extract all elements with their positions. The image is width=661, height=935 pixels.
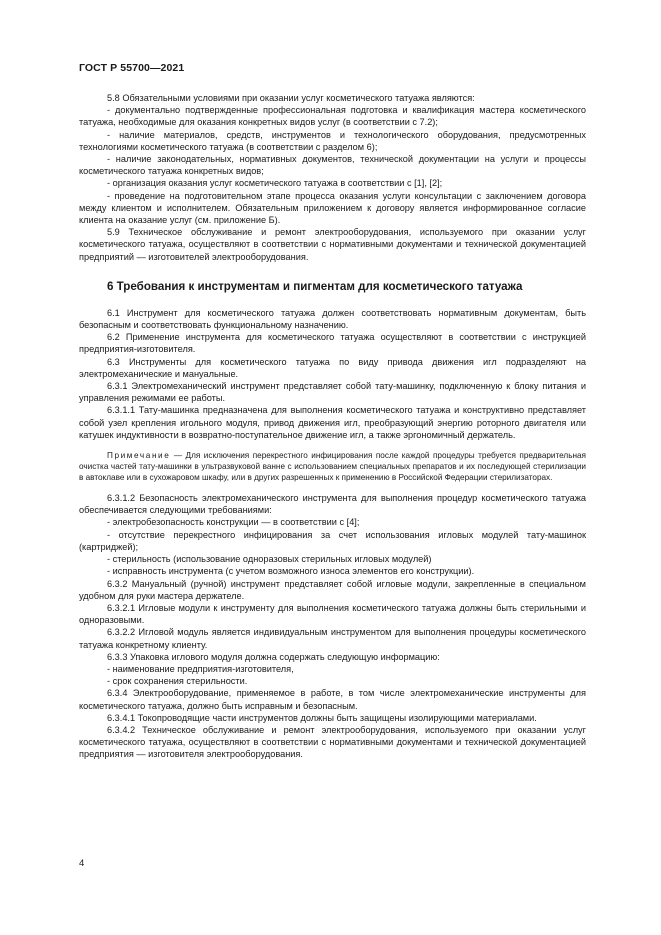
list-item-qualification: - документально подтвержденные профессиональная подготовка и квалификация мастера косметического татуажа, необходимые для оказания конкретных видов услуг (в соответствии с 7.2); [79, 105, 586, 128]
paragraph-6-3-4-2: 6.3.4.2 Техническое обслуживание и ремонт электрооборудования, используемого при оказании услуг косметического татуажа, осуществляют в соответствии с нормативными документами и технической документацией предприятия — изготовителя электрооборудования. [79, 724, 586, 760]
note-text: — Для исключения перекрестного инфицирования после каждой процедуры требуется предварительная очистка частей тату-машинки в ультразвуковой ванне с использованием специальных препаратов и их последующей стерилизации в автоклаве или в сухожаровом шкафу, или в других разрешенных к применению в Российской Федерации стерилизаторах. [79, 451, 586, 483]
list-item-sterility-period: - срок сохранения стерильности. [107, 676, 248, 687]
paragraph-6-3-3: 6.3.3 Упаковка иглового модуля должна содержать следующую информацию: [107, 651, 440, 662]
paragraph-6-3-1: 6.3.1 Электромеханический инструмент представляет собой тату-машинку, подключенную к блоку питания и управления режимами ее работы. [79, 381, 586, 404]
list-item-no-cross-infection: - отсутствие перекрестного инфицирования за счет использования игловых модулей тату-машинок (картриджей); [79, 529, 586, 552]
list-item-sterility: - стерильность (использование одноразовых стерильных игловых модулей) [107, 554, 432, 565]
section-6-heading: 6 Требования к инструментам и пигментам для косметического татуажа [107, 279, 523, 293]
list-item-serviceability: - исправность инструмента (с учетом возможного износа элементов его конструкции). [107, 566, 475, 577]
list-item-electrosafety: - электробезопасность конструкции — в соответствии с [4]; [107, 517, 360, 528]
note-block [79, 450, 586, 483]
list-item-consultation: - проведение на подготовительном этапе процесса оказания услуги консультации с заключением договора между клиентом и исполнителем. Обязательным приложением к договору является информированное согласие клиента на оказание услуг (см. приложение Б). [79, 190, 586, 226]
page-number: 4 [79, 858, 85, 869]
list-item-organization: - организация оказания услуг косметического татуажа в соответствии с [1], [2]; [107, 178, 443, 189]
list-item-manufacturer-name: - наименование предприятия-изготовителя, [107, 663, 294, 674]
paragraph-6-3-2-1: 6.3.2.1 Игловые модули к инструменту для выполнения косметического татуажа должны быть стерильными и одноразовыми. [79, 602, 586, 626]
paragraph-6-3-1-1: 6.3.1.1 Тату-машинка предназначена для выполнения косметического татуажа и конструктивно представляет собой узел крепления игольного модуля, привод движения игл, преобразующий энергию роторного двигателя или катушек индуктивности в возвратно-поступательное движение игл, а также эргономичный держатель. [79, 405, 586, 440]
list-item-materials: - наличие материалов, средств, инструментов и технологического оборудования, предусмотренных технологиями косметического татуажа (в соответствии с разделом 6); [79, 129, 586, 152]
paragraph-6-1: 6.1 Инструмент для косметического татуажа должен соответствовать нормативным документам, быть безопасным и соответствовать функциональному назначению. [79, 307, 586, 331]
paragraph-6-2: 6.2 Применение инструмента для косметического татуажа осуществляют в соответствии с инструкцией предприятия-изготовителя. [79, 332, 586, 355]
document-code-header: ГОСТ Р 55700—2021 [79, 62, 185, 74]
paragraph-6-3: 6.3 Инструменты для косметического татуажа по виду привода движения игл подразделяют на электромеханические и мануальные. [79, 356, 586, 379]
list-item-documents: - наличие законодательных, нормативных документов, технической документации на услуги и процессы косметического татуажа конкретных видов; [79, 154, 586, 177]
paragraph-6-3-4: 6.3.4 Электрооборудование, применяемое в работе, в том числе электромеханические инструменты для косметического татуажа, должно быть исправным и безопасным. [79, 688, 586, 711]
note-label: Примечание [107, 451, 171, 461]
paragraph-6-3-4-1: 6.3.4.1 Токопроводящие части инструментов должны быть защищены изолирующими материалами. [107, 712, 537, 723]
paragraph-6-3-2: 6.3.2 Мануальный (ручной) инструмент представляет собой игловые модули, закрепленные в специальном удобном для руки мастера держателе. [79, 578, 586, 601]
paragraph-5-9: 5.9 Техническое обслуживание и ремонт электрооборудования, используемого при оказании услуг косметического татуажа, осуществляют в соответствии с нормативными документами и технической документацией предприятий — изготовителей электрооборудования. [79, 227, 586, 262]
paragraph-6-3-1-2: 6.3.1.2 Безопасность электромеханического инструмента для выполнения процедур косметического татуажа обеспечивается следующими требованиями: [79, 493, 586, 516]
paragraph-5-8: 5.8 Обязательными условиями при оказании услуг косметического татуажа являются: [107, 93, 475, 103]
document-body [79, 92, 586, 761]
paragraph-6-3-2-2: 6.3.2.2 Игловой модуль является индивидуальным инструментом для выполнения процедуры косметического татуажа конкретному клиенту. [79, 627, 586, 650]
